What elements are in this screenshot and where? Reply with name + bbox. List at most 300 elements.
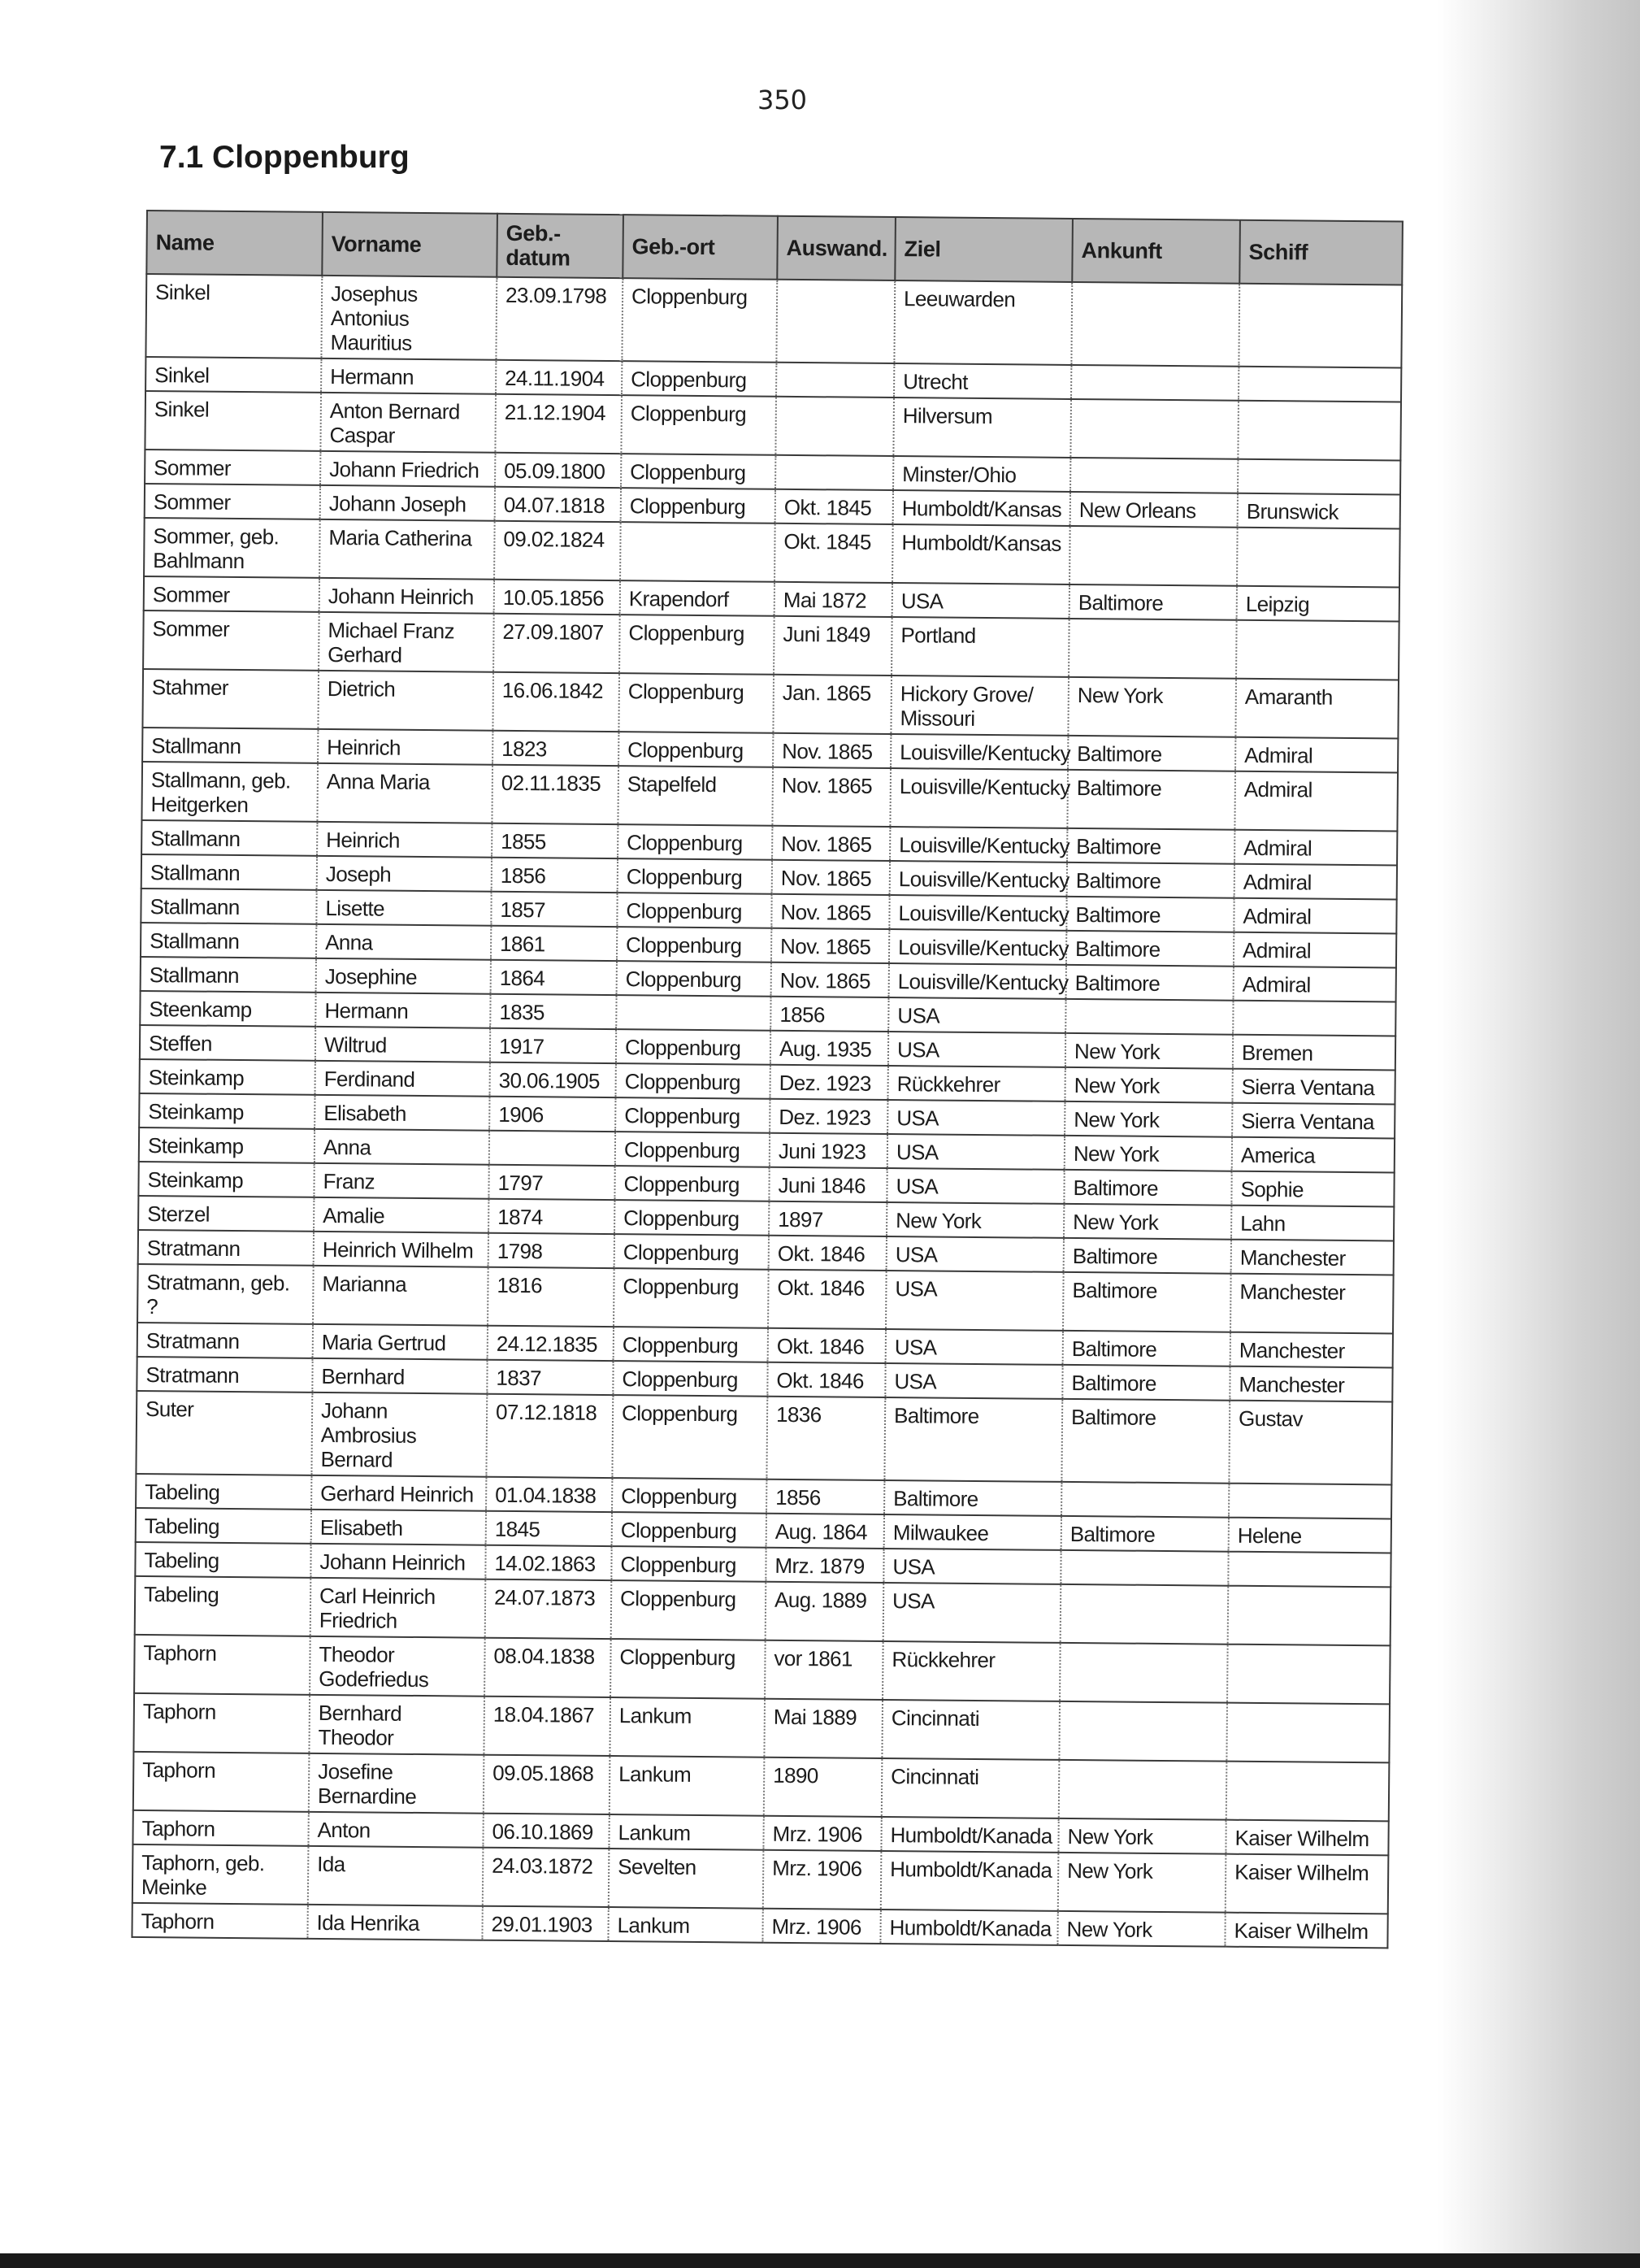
cell-name: Stratmann <box>137 1357 312 1393</box>
table-row <box>145 274 1402 367</box>
cell-geb-datum: 1797 <box>488 1165 614 1200</box>
cell-auswand: 1856 <box>766 1479 884 1514</box>
cell-ankunft <box>1069 619 1237 679</box>
cell-geb-datum: 08.04.1838 <box>484 1638 611 1697</box>
cell-vorname: Johann Friedrich <box>320 451 495 487</box>
cell-ankunft: Baltimore <box>1067 862 1234 898</box>
cell-ankunft <box>1069 526 1238 586</box>
cell-vorname: Wiltrud <box>315 1027 490 1062</box>
cell-ziel: Humboldt/Kanada <box>880 1910 1057 1945</box>
cell-ziel: New York <box>887 1202 1064 1238</box>
cell-vorname: Ida <box>308 1846 484 1906</box>
cell-vorname: Theodor Godefriedus <box>310 1636 485 1697</box>
cell-auswand: Jan. 1865 <box>773 675 892 734</box>
cell-name: Stratmann <box>138 1230 314 1266</box>
cell-vorname: Maria Gertrud <box>313 1324 488 1360</box>
cell-name: Sommer <box>145 450 320 485</box>
cell-vorname: Bernhard <box>312 1358 487 1394</box>
cell-geb-ort: Lankum <box>609 1814 763 1850</box>
cell-auswand <box>776 280 895 363</box>
cell-geb-ort: Cloppenburg <box>618 732 773 767</box>
cell-name: Taphorn <box>133 1752 310 1812</box>
cell-geb-datum: 1845 <box>486 1511 612 1546</box>
cell-ziel: USA <box>883 1583 1061 1643</box>
cell-ziel: Humboldt/Kanada <box>881 1817 1058 1853</box>
cell-geb-ort: Cloppenburg <box>612 1395 767 1479</box>
table-body <box>132 274 1402 1948</box>
cell-geb-datum <box>489 1131 615 1166</box>
cell-auswand: Nov. 1865 <box>771 894 889 929</box>
cell-schiff <box>1228 1552 1391 1588</box>
cell-name: Tabeling <box>135 1542 310 1578</box>
cell-schiff: Kaiser Wilhelm <box>1226 1820 1388 1856</box>
cell-ziel: Minster/Ohio <box>893 456 1070 492</box>
cell-vorname: Anna <box>315 1129 489 1165</box>
cell-ziel: Humboldt/Kanada <box>881 1851 1059 1911</box>
cell-geb-datum: 1861 <box>491 926 617 961</box>
cell-geb-datum: 05.09.1800 <box>495 453 621 488</box>
cell-geb-datum: 1856 <box>492 858 618 893</box>
cell-geb-datum: 1798 <box>488 1233 614 1268</box>
cell-geb-ort: Cloppenburg <box>618 858 772 894</box>
cell-geb-datum: 23.09.1798 <box>496 277 623 361</box>
cell-geb-ort: Cloppenburg <box>615 1097 770 1133</box>
cell-vorname: Josefine Bernardine <box>309 1753 484 1814</box>
cell-vorname: Johann Heinrich <box>319 578 494 614</box>
cell-auswand: vor 1861 <box>765 1640 883 1700</box>
cell-schiff: Sierra Ventana <box>1232 1103 1395 1139</box>
cell-schiff: Manchester <box>1230 1366 1392 1402</box>
cell-geb-ort: Cloppenburg <box>619 615 774 675</box>
cell-geb-ort: Krapendorf <box>620 580 774 616</box>
cell-name: Steinkamp <box>140 1059 315 1095</box>
cell-ankunft: Baltimore <box>1066 965 1234 1001</box>
cell-ankunft: Baltimore <box>1063 1272 1231 1332</box>
cell-schiff: Admiral <box>1235 737 1398 773</box>
cell-ankunft: New York <box>1058 1853 1226 1913</box>
cell-vorname: Joseph <box>317 856 492 892</box>
cell-geb-ort: Cloppenburg <box>616 1029 770 1065</box>
table-row <box>136 1391 1392 1484</box>
cell-ankunft: New York <box>1064 1204 1231 1240</box>
cell-geb-ort: Cloppenburg <box>617 893 771 928</box>
table-row <box>137 1264 1394 1333</box>
cell-name: Taphorn <box>132 1903 307 1939</box>
cell-ankunft: Baltimore <box>1066 931 1234 967</box>
cell-ankunft <box>1065 999 1233 1035</box>
cell-geb-datum: 24.03.1872 <box>483 1848 610 1907</box>
cell-geb-ort <box>616 995 770 1031</box>
cell-vorname: Amalie <box>314 1197 488 1233</box>
cell-geb-datum: 1823 <box>492 731 618 766</box>
cell-geb-datum: 1837 <box>487 1360 613 1395</box>
cell-schiff: Admiral <box>1234 830 1397 866</box>
cell-schiff: Sophie <box>1231 1171 1394 1207</box>
cell-geb-datum: 24.07.1873 <box>485 1579 612 1639</box>
cell-schiff: Manchester <box>1230 1274 1394 1334</box>
cell-vorname: Johann Ambrosius Bernard <box>311 1393 487 1477</box>
cell-geb-ort: Cloppenburg <box>614 1200 769 1236</box>
cell-vorname: Gerhard Heinrich <box>311 1475 486 1511</box>
cell-geb-datum: 09.02.1824 <box>494 521 621 580</box>
cell-ziel: Louisville/Kentucky <box>890 861 1067 897</box>
cell-auswand: Nov. 1865 <box>772 860 890 895</box>
cell-geb-ort: Cloppenburg <box>615 1132 770 1167</box>
header-schiff: Schiff <box>1239 220 1403 285</box>
cell-name: Steenkamp <box>140 991 315 1027</box>
cell-schiff: America <box>1232 1137 1395 1173</box>
cell-auswand: 1897 <box>769 1201 887 1236</box>
cell-geb-datum: 16.06.1842 <box>492 672 619 732</box>
cell-ziel: Louisville/Kentucky <box>889 929 1066 965</box>
cell-geb-ort: Lankum <box>610 1756 765 1816</box>
cell-ankunft: New York <box>1065 1033 1233 1069</box>
cell-ankunft: New Orleans <box>1070 492 1238 528</box>
cell-geb-datum: 21.12.1904 <box>495 394 622 454</box>
cell-geb-ort <box>620 522 775 582</box>
cell-geb-datum: 1835 <box>490 994 616 1029</box>
cell-ankunft: Baltimore <box>1064 1238 1231 1274</box>
cell-vorname: Anna Maria <box>317 763 492 823</box>
cell-schiff: Manchester <box>1231 1240 1394 1275</box>
cell-auswand: Mai 1872 <box>774 582 892 617</box>
cell-vorname: Marianna <box>313 1266 488 1326</box>
cell-ziel: Hilversum <box>893 398 1071 458</box>
cell-name: Stallmann <box>142 728 318 763</box>
cell-schiff <box>1237 528 1400 588</box>
table-row <box>135 1576 1391 1645</box>
cell-ankunft: New York <box>1065 1101 1232 1137</box>
cell-ziel: Louisville/Kentucky <box>889 963 1066 999</box>
table-row <box>134 1635 1391 1704</box>
cell-geb-ort: Cloppenburg <box>618 824 772 860</box>
cell-auswand: Juni 1846 <box>769 1167 887 1202</box>
cell-name: Sterzel <box>138 1196 314 1232</box>
cell-ankunft: New York <box>1068 677 1236 737</box>
cell-name: Stahmer <box>142 669 319 729</box>
cell-vorname: Ida Henrika <box>307 1905 482 1940</box>
cell-schiff: Brunswick <box>1238 493 1400 529</box>
cell-ziel: Humboldt/Kansas <box>892 524 1070 584</box>
table-row <box>132 1844 1389 1914</box>
cell-auswand <box>775 397 894 456</box>
cell-ankunft: Baltimore <box>1064 1170 1231 1206</box>
cell-ankunft <box>1070 458 1238 493</box>
cell-schiff: Admiral <box>1234 932 1396 968</box>
cell-auswand: Mrz. 1879 <box>766 1548 883 1583</box>
cell-ziel: USA <box>886 1329 1063 1365</box>
cell-geb-datum: 24.12.1835 <box>488 1326 614 1361</box>
cell-ankunft <box>1060 1643 1228 1703</box>
cell-name: Steinkamp <box>139 1127 315 1163</box>
cell-vorname: Lisette <box>316 890 491 926</box>
cell-vorname: Josephus Antonius Mauritius <box>321 276 497 360</box>
cell-ziel: Rückkehrer <box>887 1066 1065 1101</box>
header-auswand: Auswand. <box>777 216 896 280</box>
cell-auswand: Mai 1889 <box>764 1699 883 1758</box>
cell-ziel: USA <box>888 1032 1065 1067</box>
cell-geb-ort: Cloppenburg <box>611 1546 766 1582</box>
cell-geb-datum: 30.06.1905 <box>489 1062 615 1097</box>
cell-name: Suter <box>136 1391 312 1475</box>
cell-ankunft: New York <box>1065 1136 1232 1171</box>
cell-schiff: Bremen <box>1233 1035 1395 1071</box>
cell-geb-datum: 1864 <box>491 960 617 995</box>
cell-name: Sommer <box>143 610 319 671</box>
cell-name: Stallmann <box>141 957 316 993</box>
cell-ziel: Louisville/Kentucky <box>890 827 1067 862</box>
cell-schiff: Helene <box>1229 1518 1391 1553</box>
cell-ankunft: Baltimore <box>1067 828 1234 864</box>
header-name: Name <box>146 211 323 276</box>
cell-auswand: 1836 <box>766 1397 885 1480</box>
cell-ziel: Cincinnati <box>882 1700 1060 1760</box>
cell-geb-ort: Stapelfeld <box>618 766 773 826</box>
cell-vorname: Johann Heinrich <box>310 1544 485 1579</box>
cell-auswand: Aug. 1864 <box>766 1514 884 1549</box>
page-number: 350 <box>757 85 808 115</box>
cell-auswand: 1890 <box>764 1757 883 1817</box>
cell-name: Stratmann <box>137 1323 313 1358</box>
cell-name: Taphorn <box>133 1693 310 1753</box>
cell-geb-ort: Cloppenburg <box>621 454 775 489</box>
cell-vorname: Carl Heinrich Friedrich <box>310 1578 486 1638</box>
cell-schiff: Gustav <box>1229 1401 1392 1485</box>
cell-ziel: Cincinnati <box>882 1758 1060 1818</box>
cell-auswand: 1856 <box>770 997 888 1032</box>
cell-vorname: Heinrich <box>318 729 492 765</box>
cell-vorname: Josephine <box>316 958 491 994</box>
cell-schiff: Admiral <box>1234 771 1398 832</box>
cell-geb-datum: 01.04.1838 <box>486 1477 612 1512</box>
table-row <box>145 391 1401 460</box>
cell-vorname: Hermann <box>321 358 496 394</box>
cell-geb-ort: Cloppenburg <box>621 395 776 455</box>
cell-ankunft <box>1071 365 1239 401</box>
cell-schiff <box>1226 1762 1390 1822</box>
cell-vorname: Bernhard Theodor <box>309 1695 484 1755</box>
cell-schiff <box>1239 284 1402 368</box>
cell-auswand: Okt. 1845 <box>774 524 893 583</box>
cell-geb-ort: Lankum <box>608 1907 762 1943</box>
cell-ziel: Milwaukee <box>884 1514 1061 1550</box>
cell-name: Taphorn <box>134 1635 310 1695</box>
cell-geb-ort: Cloppenburg <box>613 1361 767 1397</box>
cell-geb-ort: Cloppenburg <box>617 961 771 997</box>
cell-geb-datum: 10.05.1856 <box>494 580 620 615</box>
cell-geb-ort: Cloppenburg <box>614 1166 769 1201</box>
cell-ziel: USA <box>886 1271 1064 1331</box>
cell-ankunft <box>1061 1482 1229 1518</box>
header-geb-datum: Geb.-datum <box>497 214 623 278</box>
cell-schiff: Kaiser Wilhelm <box>1225 1913 1387 1949</box>
cell-vorname: Maria Catherina <box>319 519 495 580</box>
cell-ziel: Hickory Grove/ Missouri <box>891 676 1069 736</box>
cell-geb-ort: Cloppenburg <box>612 1478 766 1514</box>
cell-ankunft: Baltimore <box>1069 584 1237 620</box>
cell-auswand: Aug. 1889 <box>766 1582 884 1641</box>
cell-geb-datum: 1874 <box>488 1199 614 1234</box>
cell-geb-ort: Cloppenburg <box>622 278 777 363</box>
cell-auswand: Juni 1923 <box>770 1133 887 1168</box>
cell-auswand: Dez. 1923 <box>770 1065 887 1100</box>
cell-name: Sinkel <box>145 274 322 358</box>
table-header <box>146 211 1403 285</box>
cell-name: Sommer, geb. Bahlmann <box>144 518 320 578</box>
cell-name: Sinkel <box>145 357 321 393</box>
cell-auswand: Nov. 1865 <box>771 962 889 997</box>
cell-auswand: Mrz. 1906 <box>763 1850 882 1910</box>
table-row <box>143 610 1399 680</box>
cell-geb-datum: 07.12.1818 <box>486 1394 613 1478</box>
cell-schiff: Amaranth <box>1235 679 1399 739</box>
table-row <box>133 1693 1390 1762</box>
header-geb-ort: Geb.-ort <box>623 215 778 280</box>
cell-ziel: USA <box>887 1168 1064 1204</box>
cell-vorname: Heinrich Wilhelm <box>314 1232 488 1267</box>
cell-name: Stallmann <box>141 889 316 924</box>
page-gutter-shadow <box>1437 0 1640 2268</box>
cell-auswand: Nov. 1865 <box>772 826 890 861</box>
cell-geb-ort: Lankum <box>610 1697 765 1757</box>
cell-schiff <box>1228 1586 1391 1646</box>
cell-geb-ort: Cloppenburg <box>614 1268 769 1328</box>
table-row <box>141 762 1398 831</box>
cell-name: Stratmann, geb. ? <box>137 1264 314 1324</box>
cell-schiff: Sierra Ventana <box>1232 1069 1395 1105</box>
table-row <box>144 518 1400 587</box>
cell-ankunft: Baltimore <box>1061 1516 1229 1552</box>
cell-geb-datum: 1906 <box>489 1097 615 1132</box>
emigrant-table-wrapper <box>131 210 1403 1949</box>
cell-ziel: Louisville/Kentucky <box>890 768 1068 828</box>
cell-name: Taphorn, geb. Meinke <box>132 1844 309 1905</box>
cell-geb-datum: 24.11.1904 <box>496 360 622 395</box>
cell-ziel: Rückkehrer <box>883 1641 1061 1701</box>
cell-auswand: Nov. 1865 <box>772 767 891 827</box>
cell-geb-ort: Cloppenburg <box>617 927 771 962</box>
cell-geb-ort: Cloppenburg <box>610 1639 766 1699</box>
cell-vorname: Hermann <box>315 993 490 1028</box>
cell-geb-ort: Cloppenburg <box>612 1512 766 1548</box>
cell-vorname: Franz <box>314 1163 488 1199</box>
cell-vorname: Anna <box>316 924 491 960</box>
header-ziel: Ziel <box>895 217 1073 282</box>
cell-name: Steffen <box>140 1025 315 1061</box>
cell-ankunft <box>1061 1550 1228 1586</box>
cell-ziel: USA <box>887 1236 1064 1272</box>
cell-auswand: Okt. 1846 <box>769 1236 887 1271</box>
cell-ziel: Portland <box>892 617 1069 677</box>
cell-geb-datum: 02.11.1835 <box>492 765 618 824</box>
cell-ziel: USA <box>887 1134 1065 1170</box>
cell-vorname: Michael Franz Gerhard <box>319 612 494 672</box>
cell-ziel: Louisville/Kentucky <box>889 895 1066 931</box>
cell-auswand: Okt. 1845 <box>775 489 893 524</box>
cell-schiff: Manchester <box>1230 1332 1393 1368</box>
cell-ankunft: New York <box>1057 1911 1225 1947</box>
cell-geb-ort: Cloppenburg <box>614 1234 769 1270</box>
cell-name: Sommer <box>144 576 319 612</box>
cell-ankunft: Baltimore <box>1061 1399 1230 1484</box>
cell-schiff <box>1239 367 1401 402</box>
cell-ziel: Baltimore <box>884 1397 1062 1482</box>
cell-auswand: Mrz. 1906 <box>762 1909 880 1944</box>
cell-vorname: Elisabeth <box>315 1095 489 1131</box>
cell-geb-ort: Cloppenburg <box>615 1063 770 1099</box>
cell-geb-datum: 14.02.1863 <box>485 1545 611 1580</box>
cell-schiff: Leipzig <box>1237 586 1399 622</box>
cell-ankunft <box>1059 1760 1227 1820</box>
cell-ziel: Baltimore <box>884 1480 1061 1516</box>
cell-auswand: Mrz. 1906 <box>763 1816 881 1851</box>
cell-vorname: Heinrich <box>317 822 492 858</box>
cell-ziel: Leeuwarden <box>894 280 1072 365</box>
cell-name: Stallmann <box>141 923 316 958</box>
cell-auswand: Okt. 1846 <box>767 1362 885 1397</box>
scan-edge <box>0 2253 1640 2268</box>
cell-name: Tabeling <box>135 1576 311 1636</box>
cell-schiff <box>1238 401 1401 461</box>
cell-name: Sommer <box>145 484 320 519</box>
cell-geb-ort: Cloppenburg <box>611 1580 766 1640</box>
cell-schiff <box>1236 620 1399 680</box>
cell-geb-ort: Cloppenburg <box>618 673 774 733</box>
cell-auswand: Nov. 1865 <box>771 928 889 963</box>
table-row <box>142 669 1399 738</box>
cell-schiff <box>1226 1703 1390 1763</box>
cell-auswand <box>775 455 893 490</box>
header-vorname: Vorname <box>322 212 497 277</box>
cell-ankunft: New York <box>1058 1818 1226 1854</box>
cell-geb-ort: Cloppenburg <box>621 488 775 524</box>
cell-vorname: Johann Joseph <box>320 485 495 521</box>
cell-name: Tabeling <box>136 1508 311 1544</box>
cell-name: Steinkamp <box>139 1093 315 1129</box>
cell-schiff <box>1238 459 1400 495</box>
cell-geb-datum: 09.05.1868 <box>484 1755 610 1814</box>
cell-vorname: Anton Bernard Caspar <box>320 393 496 453</box>
cell-ziel: Louisville/Kentucky <box>891 734 1068 770</box>
cell-ziel: USA <box>885 1363 1062 1399</box>
cell-vorname: Anton <box>308 1812 483 1848</box>
cell-schiff <box>1233 1001 1395 1036</box>
cell-vorname: Elisabeth <box>311 1510 486 1545</box>
cell-schiff: Lahn <box>1231 1206 1394 1241</box>
cell-ankunft: Baltimore <box>1068 736 1235 771</box>
cell-ziel: USA <box>883 1549 1061 1584</box>
cell-auswand: Nov. 1865 <box>773 733 891 768</box>
cell-ankunft <box>1061 1584 1229 1645</box>
cell-geb-datum: 29.01.1903 <box>482 1906 608 1941</box>
cell-geb-ort: Sevelten <box>609 1849 764 1909</box>
cell-ankunft <box>1070 399 1239 459</box>
cell-ankunft: Baltimore <box>1067 770 1235 830</box>
cell-ziel: USA <box>887 1100 1065 1136</box>
cell-name: Tabeling <box>136 1474 311 1510</box>
cell-geb-ort: Cloppenburg <box>614 1327 768 1362</box>
cell-schiff: Kaiser Wilhelm <box>1226 1854 1389 1914</box>
cell-geb-datum: 04.07.1818 <box>495 487 621 522</box>
cell-schiff: Admiral <box>1234 967 1396 1002</box>
cell-name: Sinkel <box>145 391 321 451</box>
cell-geb-datum: 1855 <box>492 823 618 858</box>
cell-auswand: Okt. 1846 <box>768 1328 886 1363</box>
cell-geb-datum: 1917 <box>490 1028 616 1063</box>
cell-name: Steinkamp <box>138 1162 314 1197</box>
header-ankunft: Ankunft <box>1072 219 1240 284</box>
cell-auswand <box>776 363 894 398</box>
